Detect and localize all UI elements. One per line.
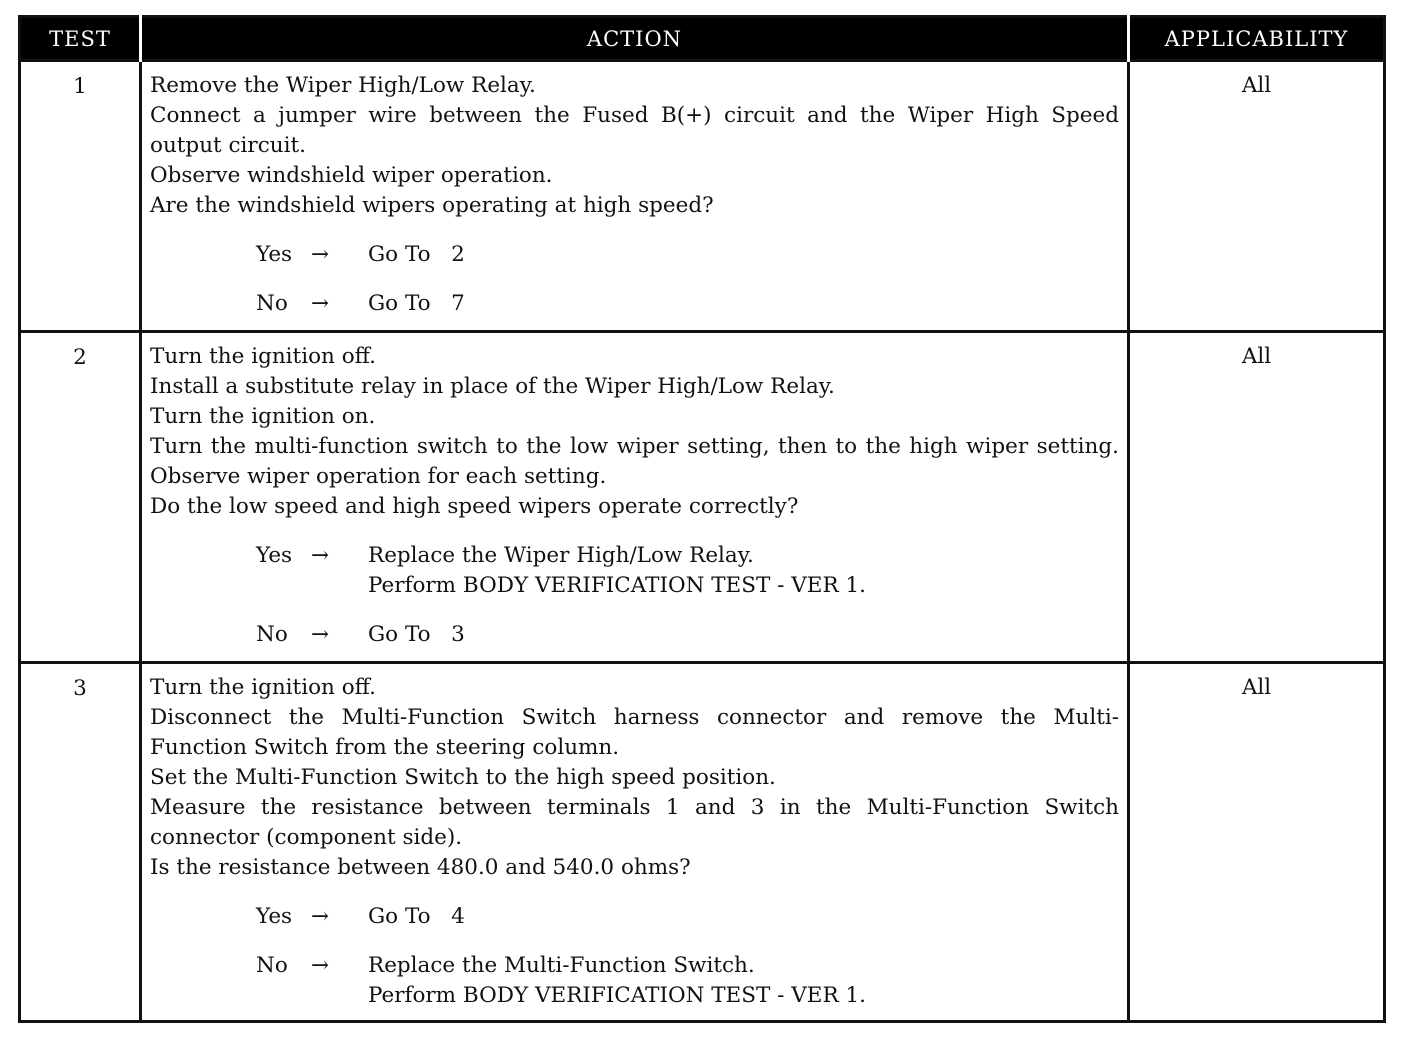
action-step: Turn the ignition on. — [150, 404, 376, 429]
action-step: Measure the resistance between terminals 1 and 3 in the Multi-Function Switch connector (component side). — [150, 795, 1119, 850]
applicability-value: All — [1129, 61, 1385, 332]
header-test: TEST — [20, 17, 141, 61]
outcome-label: No — [256, 291, 288, 316]
arrow-right-icon: → — [311, 953, 330, 978]
outcome-text: Replace the Multi-Function Switch. — [368, 953, 755, 978]
action-step: Observe windshield wiper operation. — [150, 163, 553, 188]
outcome-no — [256, 620, 1119, 650]
action-step: Is the resistance between 480.0 and 540.0 ohms? — [150, 855, 691, 880]
arrow-right-icon: → — [311, 904, 330, 929]
action-step: Turn the ignition off. — [150, 675, 376, 700]
outcome-text: Go To 3 — [368, 622, 465, 647]
outcome-no — [256, 289, 1119, 319]
action-step: Are the windshield wipers operating at high speed? — [150, 193, 714, 218]
outcome-text: Go To 2 — [368, 242, 465, 267]
header-row — [20, 17, 1385, 61]
action-step: Connect a jumper wire between the Fused B(+) circuit and the Wiper High Speed output circuit. — [150, 103, 1119, 158]
arrow-right-icon: → — [311, 543, 330, 568]
applicability-value: All — [1129, 663, 1385, 1022]
action-step: Remove the Wiper High/Low Relay. — [150, 73, 536, 98]
action-step: Install a substitute relay in place of the Wiper High/Low Relay. — [150, 374, 835, 399]
outcome-text: Perform BODY VERIFICATION TEST - VER 1. — [368, 573, 867, 598]
outcome-text: Go To 7 — [368, 291, 465, 316]
header-action: ACTION — [141, 17, 1129, 61]
arrow-right-icon: → — [311, 242, 330, 267]
diagnostic-test-table — [18, 15, 1386, 1023]
outcome-label: Yes — [256, 242, 293, 267]
action-step: Set the Multi-Function Switch to the high speed position. — [150, 765, 776, 790]
action-cell — [141, 332, 1129, 663]
outcome-text: Perform BODY VERIFICATION TEST - VER 1. — [368, 983, 867, 1008]
outcome-text: Replace the Wiper High/Low Relay. — [368, 543, 754, 568]
header-applicability: APPLICABILITY — [1129, 17, 1385, 61]
arrow-right-icon: → — [311, 622, 330, 647]
action-step: Do the low speed and high speed wipers operate correctly? — [150, 494, 799, 519]
outcome-label: No — [256, 622, 288, 647]
action-cell — [141, 663, 1129, 1022]
outcome-label: No — [256, 953, 288, 978]
outcome-text: Go To 4 — [368, 904, 465, 929]
test-row-3 — [20, 663, 1385, 1022]
outcome-yes — [256, 240, 1119, 270]
action-cell — [141, 61, 1129, 332]
arrow-right-icon: → — [311, 291, 330, 316]
outcome-label: Yes — [256, 543, 293, 568]
outcome-yes — [256, 541, 1119, 601]
test-row-1 — [20, 61, 1385, 332]
outcome-yes — [256, 902, 1119, 932]
test-number: 2 — [20, 332, 141, 663]
action-step: Disconnect the Multi-Function Switch harness connector and remove the Multi-Function Switch from the steering column. — [150, 705, 1119, 760]
applicability-value: All — [1129, 332, 1385, 663]
action-step: Turn the ignition off. — [150, 344, 376, 369]
test-row-2 — [20, 332, 1385, 663]
test-number: 1 — [20, 61, 141, 332]
action-step: Turn the multi-function switch to the low wiper setting, then to the high wiper setting. Observe wiper operation for each setting. — [150, 434, 1119, 489]
outcome-label: Yes — [256, 904, 293, 929]
test-number: 3 — [20, 663, 141, 1022]
outcome-no — [256, 951, 1119, 1011]
